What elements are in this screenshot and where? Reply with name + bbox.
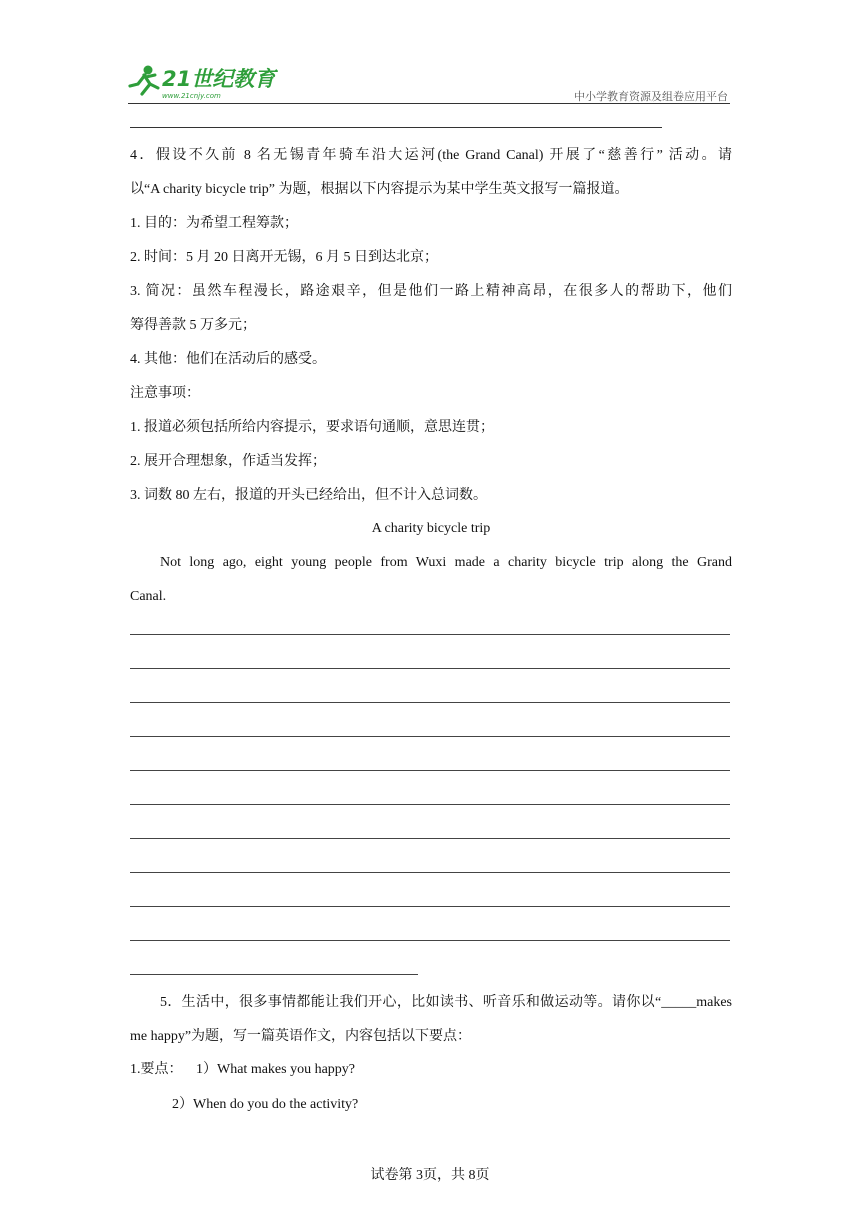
runner-icon	[130, 66, 158, 95]
q4-note-2: 2. 展开合理想象，作适当发挥；	[130, 454, 326, 469]
platform-name: 中小学教育资源及组卷应用平台	[574, 90, 728, 103]
writing-line	[130, 770, 730, 771]
writing-line	[130, 668, 730, 669]
header-rule	[128, 103, 730, 104]
writing-line	[130, 906, 730, 907]
q4-note-1: 1. 报道必须包括所给内容提示，要求语句通顺，意思连贯；	[130, 420, 494, 435]
q5-point-label: 1.要点：	[130, 1062, 183, 1077]
writing-line	[130, 872, 730, 873]
q4-point-3-cont: 筹得善款 5 万多元；	[130, 318, 256, 333]
q4-note-3: 3. 词数 80 左右，报道的开头已经给出，但不计入总词数。	[130, 488, 487, 503]
q4-opening-line2: Canal.	[130, 589, 167, 604]
logo-text: 21世纪教育	[162, 67, 276, 91]
q4-prompt-line2: 以“A charity bicycle trip” 为题，根据以下内容提示为某中学生英文报写一篇报道。	[130, 182, 629, 197]
writing-line	[130, 634, 730, 635]
logo-url-text: www.21cnjy.com	[162, 92, 221, 100]
q5-prompt-line1: 5．生活中，很多事情都能让我们开心，比如读书、听音乐和做运动等。请你以“_____makes	[160, 995, 732, 1010]
writing-line	[130, 838, 730, 839]
writing-line	[130, 736, 730, 737]
q4-point-3: 3. 简况：虽然车程漫长，路途艰辛，但是他们一路上精神高昂，在很多人的帮助下，他们	[130, 284, 732, 299]
q5-point-1: 1）What makes you happy?	[196, 1062, 356, 1077]
q4-point-4: 4. 其他：他们在活动后的感受。	[130, 352, 326, 367]
page-footer: 试卷第 3页，共 8页	[370, 1168, 490, 1183]
q4-point-1: 1. 目的：为希望工程筹款；	[130, 216, 298, 231]
writing-line-short	[130, 974, 418, 975]
writing-line	[130, 702, 730, 703]
answer-line-top	[130, 127, 662, 128]
writing-line	[130, 940, 730, 941]
writing-line	[130, 804, 730, 805]
q4-essay-title: A charity bicycle trip	[371, 521, 491, 536]
q4-opening-line1: Not long ago, eight young people from Wuxi made a charity bicycle trip along the Grand	[160, 555, 732, 570]
q5-prompt-line2: me happy”为题，写一篇英语作文，内容包括以下要点：	[130, 1029, 472, 1044]
q4-notes-title: 注意事项：	[130, 386, 200, 401]
q4-prompt-line1: 4．假设不久前 8 名无锡青年骑车沿大运河(the Grand Canal) 开展了“慈善行” 活动。请	[130, 148, 732, 163]
q4-point-2: 2. 时间：5 月 20 日离开无锡，6 月 5 日到达北京；	[130, 250, 438, 265]
site-logo	[128, 62, 278, 104]
q5-point-2: 2）When do you do the activity?	[172, 1097, 359, 1112]
